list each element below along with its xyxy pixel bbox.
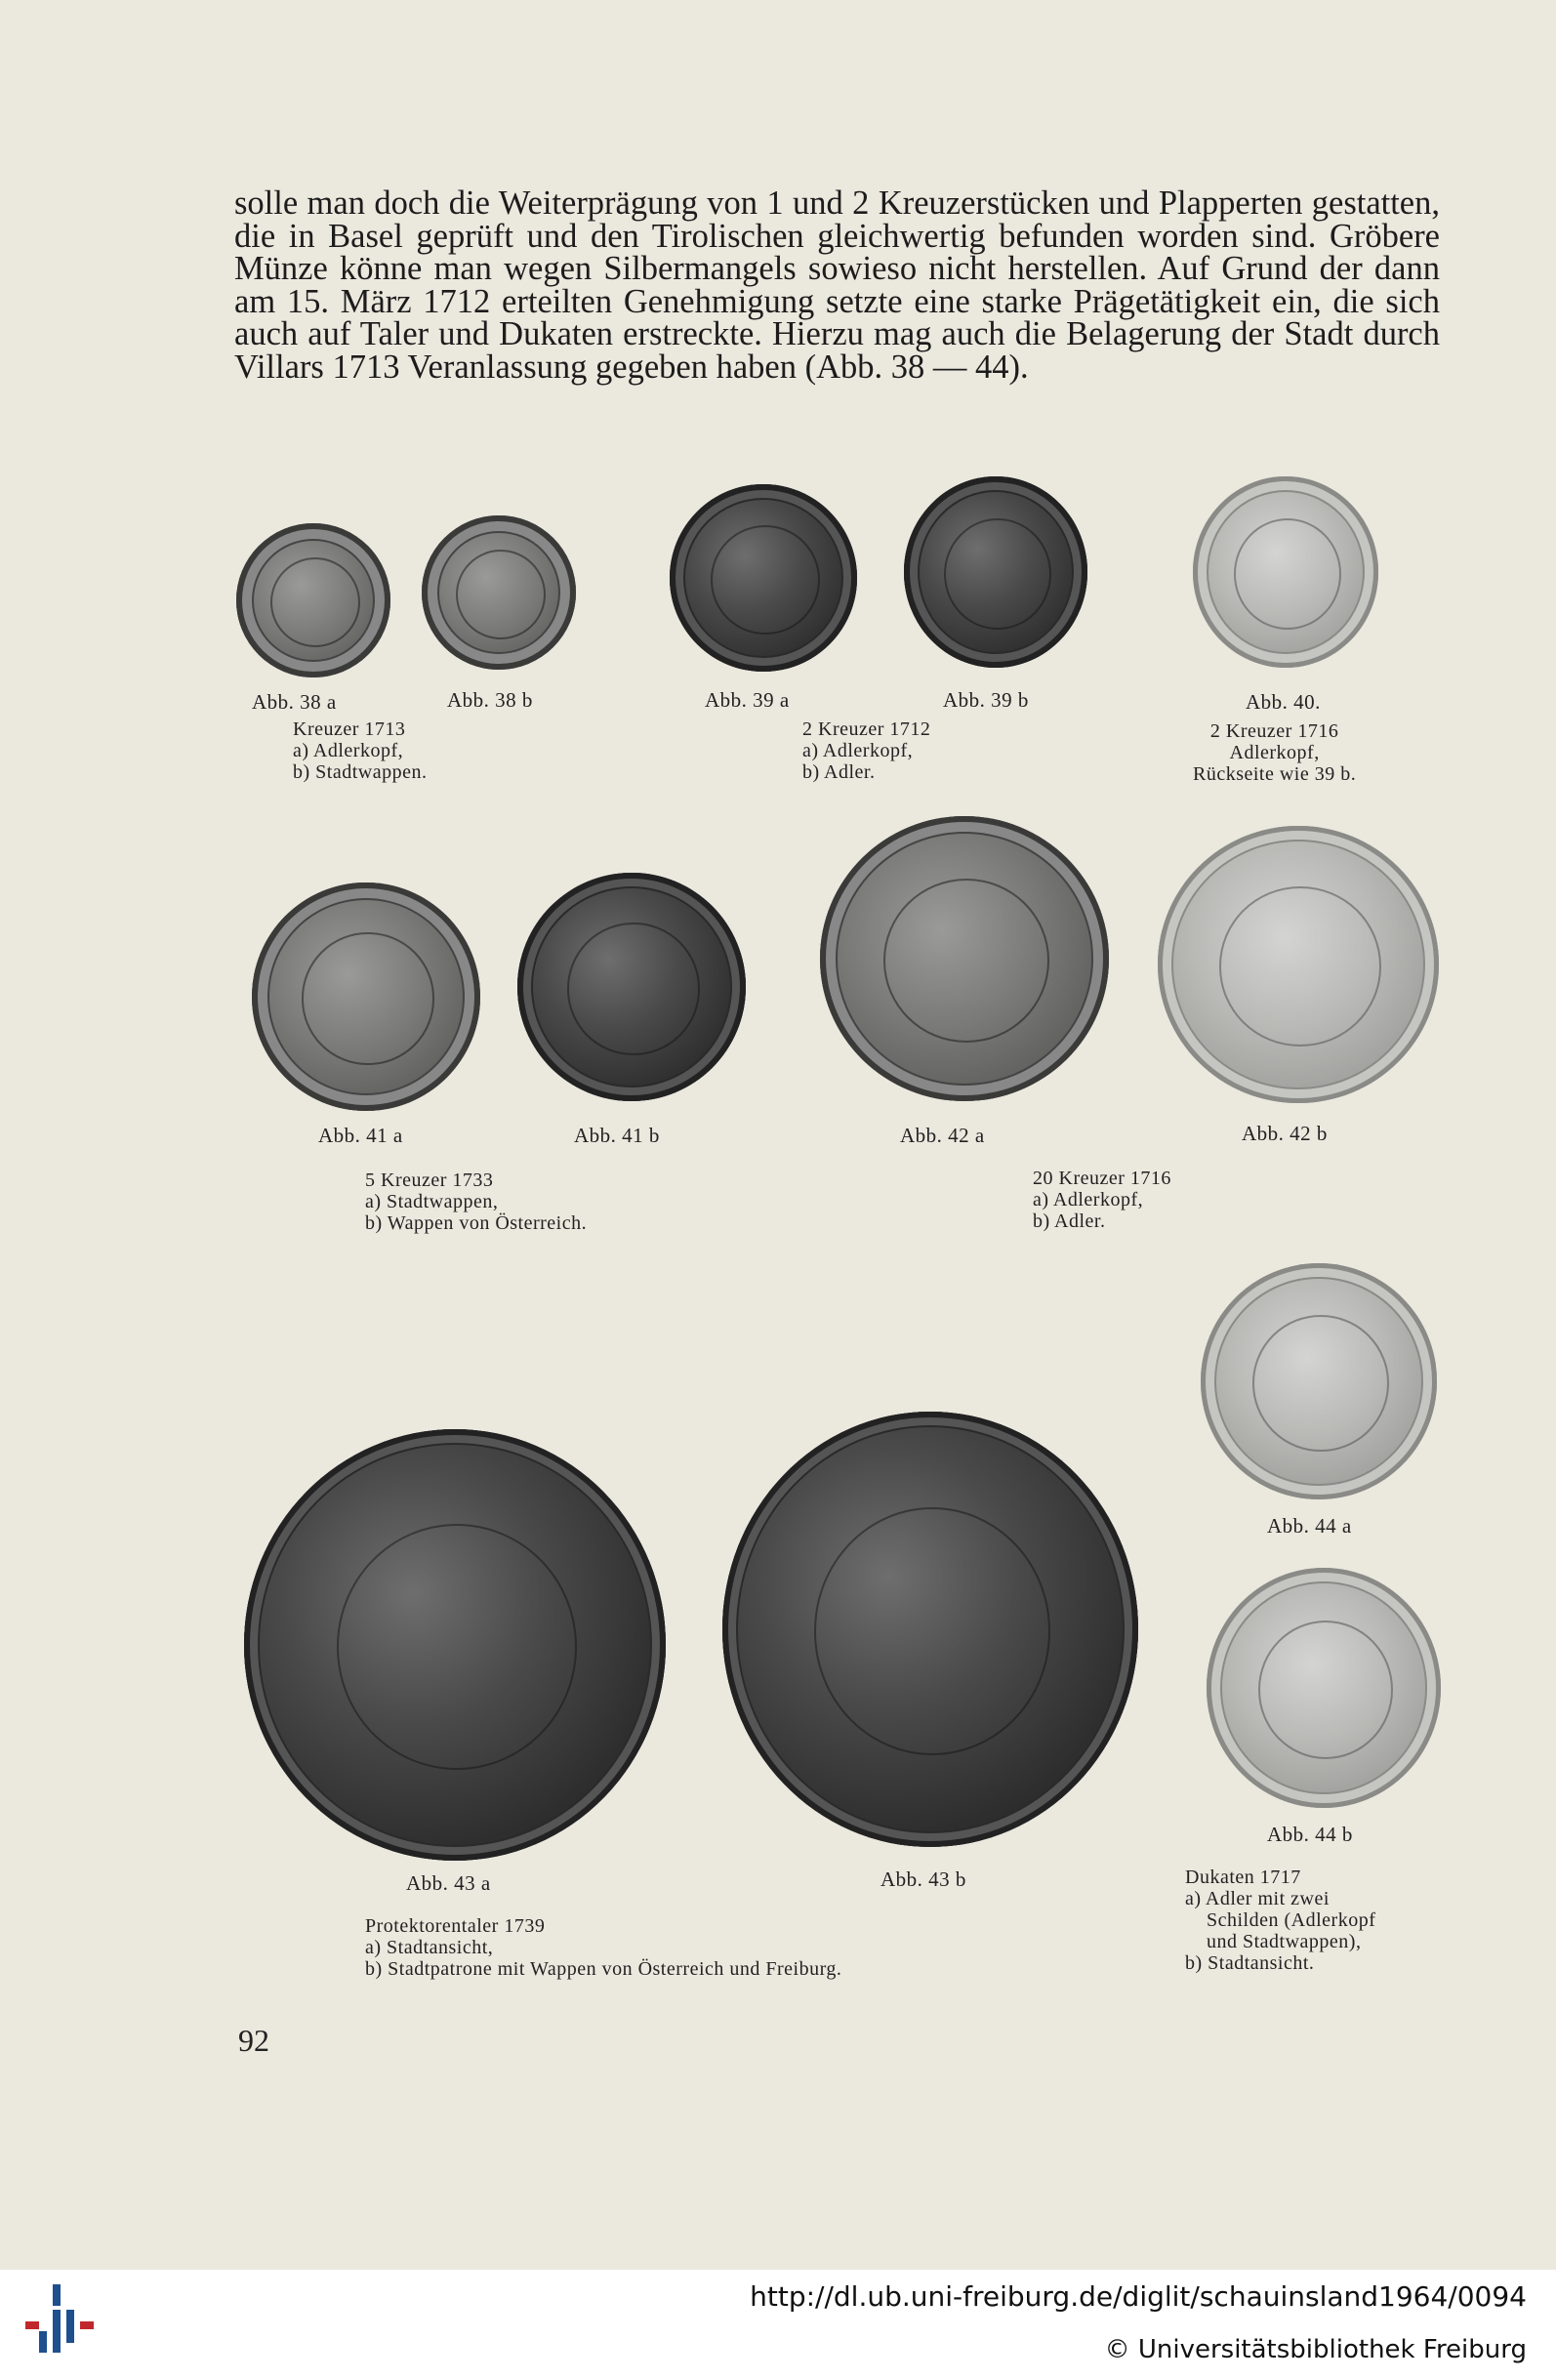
- page-number: 92: [238, 2023, 269, 2058]
- coin-43a-image: [244, 1429, 666, 1861]
- coin-41b-image: [517, 873, 746, 1101]
- figure-label-42b: Abb. 42 b: [1242, 1122, 1328, 1145]
- caption-42: 20 Kreuzer 1716 a) Adlerkopf, b) Adler.: [1033, 1168, 1171, 1232]
- coin-44b-image: [1207, 1568, 1441, 1808]
- coin-38a-image: [236, 523, 390, 677]
- figure-label-39a: Abb. 39 a: [705, 688, 790, 712]
- body-paragraph: solle man doch die Weiterprägung von 1 und 2 Kreuzerstücken und Plapperten gestatten, die in Basel geprüft und den Tirolischen gleichwertig befunden worden sind. Gröbere Münze könne man wegen Silbermangels sowieso nicht herstellen. Auf Grund der dann am 15. März 1712 erteilten Genehmigung setzte eine starke Prägetätigkeit ein, die sich auch auf Taler und Dukaten erstreckte. Hierzu mag auch die Belagerung der Stadt durch Villars 1713 Veranlassung gegeben haben (Abb. 38 — 44).: [234, 185, 1440, 386]
- coin-38b-image: [422, 515, 576, 670]
- figure-label-44a: Abb. 44 a: [1267, 1514, 1352, 1538]
- caption-40: 2 Kreuzer 1716 Adlerkopf, Rückseite wie 39 b.: [1193, 720, 1357, 785]
- coin-44a-image: [1201, 1263, 1437, 1499]
- coin-39b-image: [904, 476, 1087, 668]
- coin-42a-image: [820, 816, 1109, 1101]
- figure-label-38a: Abb. 38 a: [252, 690, 337, 714]
- caption-39: 2 Kreuzer 1712 a) Adlerkopf, b) Adler.: [802, 718, 931, 783]
- figure-label-41b: Abb. 41 b: [574, 1124, 660, 1147]
- figure-label-44b: Abb. 44 b: [1267, 1823, 1353, 1846]
- footer-url-link[interactable]: http://dl.ub.uni-freiburg.de/diglit/schauinsland1964/0094: [750, 2280, 1527, 2313]
- figure-label-38b: Abb. 38 b: [447, 688, 533, 712]
- figure-label-39b: Abb. 39 b: [943, 688, 1029, 712]
- coin-39a-image: [670, 484, 857, 672]
- coin-43b-image: [722, 1412, 1138, 1847]
- library-logo-icon: [20, 2284, 98, 2366]
- coin-42b-image: [1158, 826, 1439, 1103]
- caption-44: Dukaten 1717 a) Adler mit zwei Schilden (Adlerkopf und Stadtwappen), b) Stadtansicht.: [1185, 1867, 1376, 1974]
- caption-38: Kreuzer 1713 a) Adlerkopf, b) Stadtwappen.: [293, 718, 428, 783]
- figure-label-40: Abb. 40.: [1246, 690, 1321, 714]
- coin-41a-image: [252, 882, 480, 1111]
- caption-41: 5 Kreuzer 1733 a) Stadtwappen, b) Wappen von Österreich.: [365, 1169, 588, 1234]
- footer-copyright: © Universitätsbibliothek Freiburg: [1104, 2335, 1527, 2364]
- figure-label-42a: Abb. 42 a: [900, 1124, 985, 1147]
- caption-43: Protektorentaler 1739 a) Stadtansicht, b) Stadtpatrone mit Wappen von Österreich und Freiburg.: [365, 1915, 842, 1980]
- figure-label-43b: Abb. 43 b: [880, 1867, 966, 1891]
- figure-label-43a: Abb. 43 a: [406, 1871, 491, 1895]
- coin-40-image: [1193, 476, 1378, 668]
- figure-label-41a: Abb. 41 a: [318, 1124, 403, 1147]
